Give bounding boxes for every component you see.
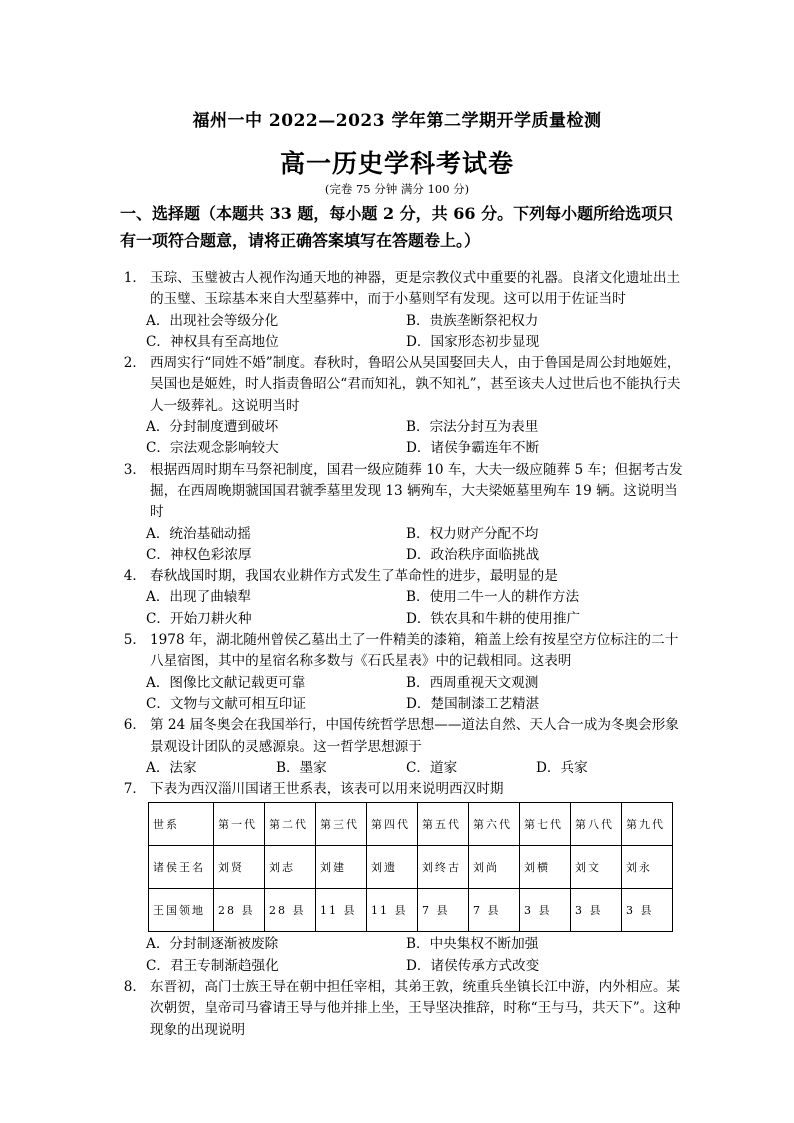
table-cell: 第五代 [418, 803, 469, 846]
table-cell: 刘永 [622, 846, 673, 889]
question-stem: 西周实行“同姓不婚”制度。春秋时，鲁昭公从吴国娶回夫人，由于鲁国是周公封地姬姓，吴国也是姬姓，时人指责鲁昭公“君而知礼，孰不知礼”，甚至该夫人过世后也不能执行夫人一级葬礼。这说明当时 [150, 355, 681, 414]
question-5 [116, 630, 684, 715]
table-cell: 7 县 [469, 889, 520, 932]
question-stem: 下表为西汉淄川国诸王世系表，该表可以用来说明西汉时期 [150, 781, 504, 798]
option-b: B．权力财产分配不均 [406, 525, 539, 542]
question-4 [116, 566, 684, 630]
table-row-header: 王国领地 [149, 889, 214, 932]
question-number: 4． [123, 568, 146, 585]
option-a: A．分封制度遭到破坏 [146, 419, 279, 436]
option-a: A．出现社会等级分化 [146, 312, 279, 329]
table-cell: 第六代 [469, 803, 520, 846]
table-cell: 28 县 [214, 889, 265, 932]
option-a: A．出现了曲辕犁 [146, 589, 251, 606]
table-cell: 第二代 [265, 803, 316, 846]
question-number: 7． [123, 781, 146, 798]
questions-list [116, 268, 684, 1041]
question-3 [116, 460, 684, 566]
page-title: 高一历史学科考试卷 [279, 149, 514, 178]
option-d: D．铁农具和牛耕的使用推广 [406, 610, 581, 627]
table-cell: 刘贤 [214, 846, 265, 889]
question-number: 1． [123, 270, 146, 286]
question-stem: 玉琮、玉璧被古人视作沟通天地的神器，更是宗教仪式中重要的礼器。良渚文化遗址出土的玉璧、玉琮基本来自大型墓葬中，而于小墓则罕有发现。这可以用于佐证当时 [150, 270, 681, 308]
option-c: C．君王专制渐趋强化 [146, 957, 279, 974]
option-b: B．宗法分封互为表里 [406, 419, 539, 436]
table-row [149, 803, 673, 846]
table-cell: 第八代 [571, 803, 622, 846]
option-c: C．宗法观念影响较大 [146, 440, 279, 457]
table-cell: 第七代 [520, 803, 571, 846]
option-b: B．贵族垄断祭祀权力 [406, 312, 539, 329]
question-stem: 东晋初，高门士族王导在朝中担任宰相，其弟王敦，统重兵坐镇长江中游，内外相应。某次朝贺，皇帝司马睿请王导与他并排上坐，王导坚决推辞，时称“王与马，共天下”。这种现象的出现说明 [150, 979, 681, 1038]
table-cell: 第九代 [622, 803, 673, 846]
option-a: A．图像比文献记载更可靠 [146, 674, 306, 691]
question-number: 3． [123, 461, 146, 478]
section-heading: 一、选择题（本题共 33 题，每小题 2 分，共 66 分。下列每小题所给选项只有一项符合题意，请将正确答案填写在答题卷上。） [120, 204, 674, 250]
table-row-header: 诸侯王名 [149, 846, 214, 889]
table-cell: 28 县 [265, 889, 316, 932]
school-line: 福州一中 2022—2023 学年第二学期开学质量检测 [192, 111, 602, 131]
option-b: B．使用二牛一人的耕作方法 [406, 589, 580, 606]
table-cell: 刘志 [265, 846, 316, 889]
table-cell: 3 县 [520, 889, 571, 932]
option-c: C．道家 [406, 759, 458, 776]
question-1 [116, 268, 684, 353]
question-stem: 第 24 届冬奥会在我国举行，中国传统哲学思想——道法自然、天人合一成为冬奥会形象景观设计团队的灵感源泉。这一哲学思想源于 [150, 717, 679, 755]
option-b: B．墨家 [276, 759, 327, 776]
option-a: A．统治基础动摇 [146, 525, 251, 542]
table-cell: 11 县 [316, 889, 367, 932]
option-d: D．诸侯传承方式改变 [406, 957, 540, 974]
table-cell: 刘尚 [469, 846, 520, 889]
table-cell: 刘终古 [418, 846, 469, 889]
table-cell: 3 县 [571, 889, 622, 932]
option-a: A．法家 [146, 759, 197, 776]
question-8 [116, 977, 684, 1041]
question-number: 2． [123, 355, 146, 372]
option-d: D．国家形态初步显现 [406, 333, 540, 350]
table-row-header: 世系 [149, 803, 214, 846]
option-c: C．文物与文献可相互印证 [146, 695, 306, 712]
table-cell: 刘建 [316, 846, 367, 889]
table-cell: 3 县 [622, 889, 673, 932]
question-7 [116, 779, 684, 977]
option-b: B．西周重视天文观测 [406, 674, 539, 691]
table-cell: 7 县 [418, 889, 469, 932]
option-a: A．分封制逐渐被废除 [146, 936, 279, 953]
option-b: B．中央集权不断加强 [406, 936, 539, 953]
table-cell: 第四代 [367, 803, 418, 846]
exam-subtitle: (完卷 75 分钟 满分 100 分) [324, 182, 470, 196]
question-number: 5． [123, 632, 146, 649]
option-d: D．政治秩序面临挑战 [406, 546, 540, 563]
option-c: C．开始刀耕火种 [146, 610, 252, 627]
question-stem: 春秋战国时期，我国农业耕作方式发生了革命性的进步，最明显的是 [150, 568, 558, 585]
table-row [149, 846, 673, 889]
table-cell: 第三代 [316, 803, 367, 846]
option-c: C．神权色彩浓厚 [146, 546, 252, 563]
table-cell: 刘遗 [367, 846, 418, 889]
table-cell: 第一代 [214, 803, 265, 846]
lineage-table [148, 802, 673, 932]
table-cell: 刘横 [520, 846, 571, 889]
table-cell: 刘文 [571, 846, 622, 889]
question-2 [116, 353, 684, 459]
option-d: D．楚国制漆工艺精湛 [406, 695, 540, 712]
option-d: D．兵家 [536, 759, 588, 776]
question-6 [116, 715, 684, 779]
question-number: 6． [123, 717, 146, 734]
table-cell: 11 县 [367, 889, 418, 932]
question-stem: 1978 年，湖北随州曾侯乙墓出土了一件精美的漆箱，箱盖上绘有按星空方位标注的二十八星宿图，其中的星宿名称多数与《石氏星表》中的记载相同。这表明 [150, 632, 679, 670]
table-row [149, 889, 673, 932]
option-c: C．神权具有至高地位 [146, 333, 279, 350]
question-stem: 根据西周时期车马祭祀制度，国君一级应随葬 10 车，大夫一级应随葬 5 车；但据考古发掘，在西周晚期虢国国君虢季墓里发现 13 辆殉车，大夫梁姬墓里殉车 19 辆。这说明当时 [150, 461, 683, 521]
option-d: D．诸侯争霸连年不断 [406, 440, 540, 457]
question-number: 8． [123, 979, 146, 996]
